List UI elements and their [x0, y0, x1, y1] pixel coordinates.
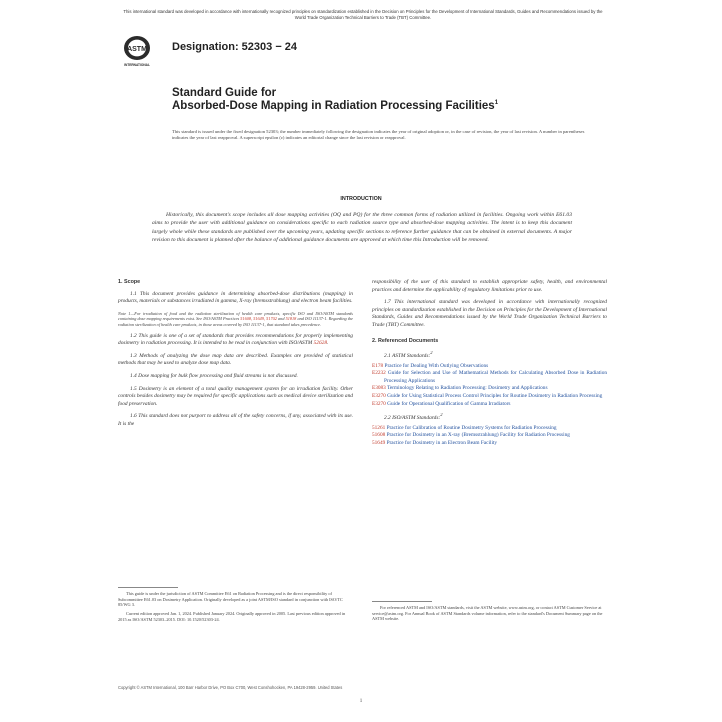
reference-code-link[interactable]: E3270: [372, 400, 386, 407]
right-footnotes: [372, 601, 607, 625]
scope-para-1-1: 1.1 This document provides guidance in determining absorbed-dose distributions (mapping) in products, materials or substances irradiated in gamma, X-ray (bremsstrahlung) and electron beam facilities.: [118, 290, 353, 305]
introduction-text: Historically, this document's scope includes all dose mapping activities (OQ and PQ) for the three common forms of radiation utilized in facilities. Ongoing work within E61.03 aims to provide the user with additional guidance on considerations specific to each radiation source type and absorbed-dose mapping activities. The intent is to keep this document largely whole while these standards are published over the upcoming years, updating specific sections to reference further guidance that can be obtained in external documents. A major revision to this document is planned after the balance of additional guidance documents are approved at which time this Introduction will be removed.: [152, 212, 572, 244]
reference-title-link[interactable]: Guide for Operational Qualification of Gamma Irradiators: [387, 400, 511, 407]
reference-item: [372, 370, 607, 385]
left-column: [118, 279, 353, 434]
scope-para-1-5: 1.5 Dosimetry is an element of a total quality management system for an irradiation facility. Other controls besides dosimetry may be required for specific applications such as medical device sterilization and food preservation.: [118, 385, 353, 407]
reference-code-link[interactable]: E3270: [372, 392, 386, 399]
reference-code-link[interactable]: 51608: [372, 432, 386, 439]
left-footnotes: [118, 587, 353, 626]
footnote-rule: [118, 587, 178, 588]
reference-code-link[interactable]: 51261: [372, 424, 386, 431]
scope-para-1-3: 1.3 Methods of analyzing the dose map data are described. Examples are provided of statistical methods that may be used to analyze dose map data.: [118, 352, 353, 367]
scope-heading: 1. Scope: [118, 279, 141, 285]
scope-para-1-6: 1.6 This standard does not purport to address all of the safety concerns, if any, associated with its use. It is the: [118, 413, 353, 427]
reference-title-link[interactable]: Guide for Using Statistical Process Control Principles for Routine Dosimetry in Radiation Processing: [387, 392, 603, 399]
reference-item: [372, 432, 607, 440]
reference-code-link[interactable]: E2232: [372, 370, 386, 377]
reference-title-link[interactable]: Terminology Relating to Radiation Processing: Dosimetry and Applications: [387, 385, 548, 392]
designation: Designation: 52303 − 24: [172, 41, 298, 53]
reference-title-link[interactable]: Guide for Selection and Use of Mathematical Methods for Calculating Absorbed Dose in Radiation Processing Applications: [384, 370, 607, 384]
reference-item: [372, 425, 607, 433]
introduction-heading: INTRODUCTION: [340, 196, 382, 202]
isoastm-standards-heading: [384, 411, 607, 422]
astm-standards-heading: [384, 349, 607, 360]
note-text-b: and: [276, 316, 286, 322]
references-heading: 2. Referenced Documents: [372, 337, 439, 344]
reference-title-link[interactable]: Practice for Calibration of Routine Dosimetry Systems for Radiation Processing: [386, 424, 557, 431]
link-52628[interactable]: 52628: [313, 340, 328, 347]
reference-item: [372, 440, 607, 448]
title-line-2: [172, 100, 498, 112]
note-text-c: and ISO 11137-1. Regarding the radiation sterilization of health care products, in those areas covered by ISO 11137-1, that standard takes precedence.: [118, 316, 353, 327]
title-text: Absorbed-Dose Mapping in Radiation Processing Facilities: [172, 100, 495, 112]
reference-title-link[interactable]: Practice for Dosimetry in an Electron Beam Facility: [386, 439, 498, 446]
reference-item: [372, 393, 607, 401]
astm-reference-list: [372, 363, 607, 409]
isoastm-reference-list: [372, 425, 607, 448]
note-link-practices[interactable]: 51608, 51649, 51702: [240, 316, 277, 322]
scope-para-1-4: 1.4 Dose mapping for bulk flow processing and fluid streams is not discussed.: [130, 372, 298, 379]
reference-title-link[interactable]: Practice for Dosimetry in an X-ray (Bremsstrahlung) Facility for Radiation Processing: [386, 432, 570, 439]
copyright: Copyright © ASTM International, 100 Barr Harbor Drive, PO Box C700, West Conshohocken, PA 19428-2959. United States: [118, 685, 343, 690]
scope-para-1-2: [118, 333, 353, 348]
footnote-rule-right: [372, 601, 432, 602]
reference-item: [372, 363, 607, 371]
reference-item: [372, 385, 607, 393]
isoastm-head-text: 2.2 ISO/ASTM Standards:: [384, 414, 441, 421]
scope-para-1-7: 1.7 This international standard was developed in accordance with internationally recognized principles on standardization established in the Decision on Principles for the Development of International Standards, Guides and Recommendations issued by the World Trade Organization Technical Barriers to Trade (TBT) Committee.: [372, 299, 607, 328]
logo-text: ASTM: [127, 46, 147, 53]
astm-head-mark: 2: [430, 350, 433, 356]
top-notice: This international standard was developed in accordance with internationally recognized principles on standardization established in the Decision on Principles for the Development of International Standards, Guides and Recommendations issued by the World Trade Organization Technical Barriers to Trade (TBT) Committee.: [123, 9, 603, 20]
footnote-2: Current edition approved Jan. 1, 2024. Published January 2024. Originally approved in 2005. Last previous edition approved in 2015 as ISO/ASTM 52303–2015. DOI: 10.1520/52303-24.: [118, 611, 346, 622]
reference-code-link[interactable]: 51649: [372, 439, 386, 446]
reference-title-link[interactable]: Practice for Dealing With Outlying Observations: [384, 362, 489, 369]
para-text-a: 1.2 This guide is one of a set of standards that provides recommendations for properly implementing dosimetry in radiation processing. It is intended to be read in conjunction with ISO/ASTM: [118, 332, 353, 347]
logo-subtext: INTERNATIONAL: [124, 63, 150, 67]
note-text-a: Note 1—For irradiation of food and the radiation sterilization of health care products, specific ISO and ISO/ASTM standards containing dose mapping requirements exist. See ISO/ASTM Practices: [118, 310, 353, 322]
reference-item: [372, 401, 607, 409]
title-footnote-mark: 1: [494, 100, 499, 107]
note-link-51818[interactable]: 51818: [285, 316, 297, 322]
scope-para-1-6-cont: responsibility of the user of this standard to establish appropriate safety, health, and environmental practices and determine the applicability of regulatory limitations prior to use.: [372, 279, 607, 293]
reference-code-link[interactable]: E3083: [372, 385, 386, 392]
title-line-1: Standard Guide for: [172, 87, 277, 99]
standard-note: This standard is issued under the fixed designation 52303; the number immediately following the designation indicates the year of original adoption or, in the case of revision, the year of last revision. A number in parentheses indicates the year of last reapproval. A superscript epsilon (ε) indicates an editorial change since the last revision or reapproval.: [172, 129, 585, 140]
right-column: [372, 279, 607, 447]
footnote-referenced: For referenced ASTM and ISO/ASTM standards, visit the ASTM website, www.astm.org, or contact ASTM Customer Service at service@astm.org. For Annual Book of ASTM Standards volume information, refer to the standard's Document Summary page on the ASTM website.: [372, 605, 603, 622]
isoastm-head-mark: 2: [440, 412, 443, 418]
footnote-1: This guide is under the jurisdiction of ASTM Committee E61 on Radiation Processing and is the direct responsibility of Subcommittee E61.03 on Dosimetry Application. Originally developed as a joint ASTM/ISO standard in conjunction with ISO/TC 85/WG 3.: [118, 591, 343, 608]
astm-logo: [122, 34, 162, 68]
page-number: 1: [359, 699, 363, 704]
scope-note-1: [118, 311, 353, 328]
para-text-b: .: [327, 340, 329, 347]
reference-code-link[interactable]: E178: [372, 362, 384, 369]
astm-head-text: 2.1 ASTM Standards:: [384, 352, 431, 359]
